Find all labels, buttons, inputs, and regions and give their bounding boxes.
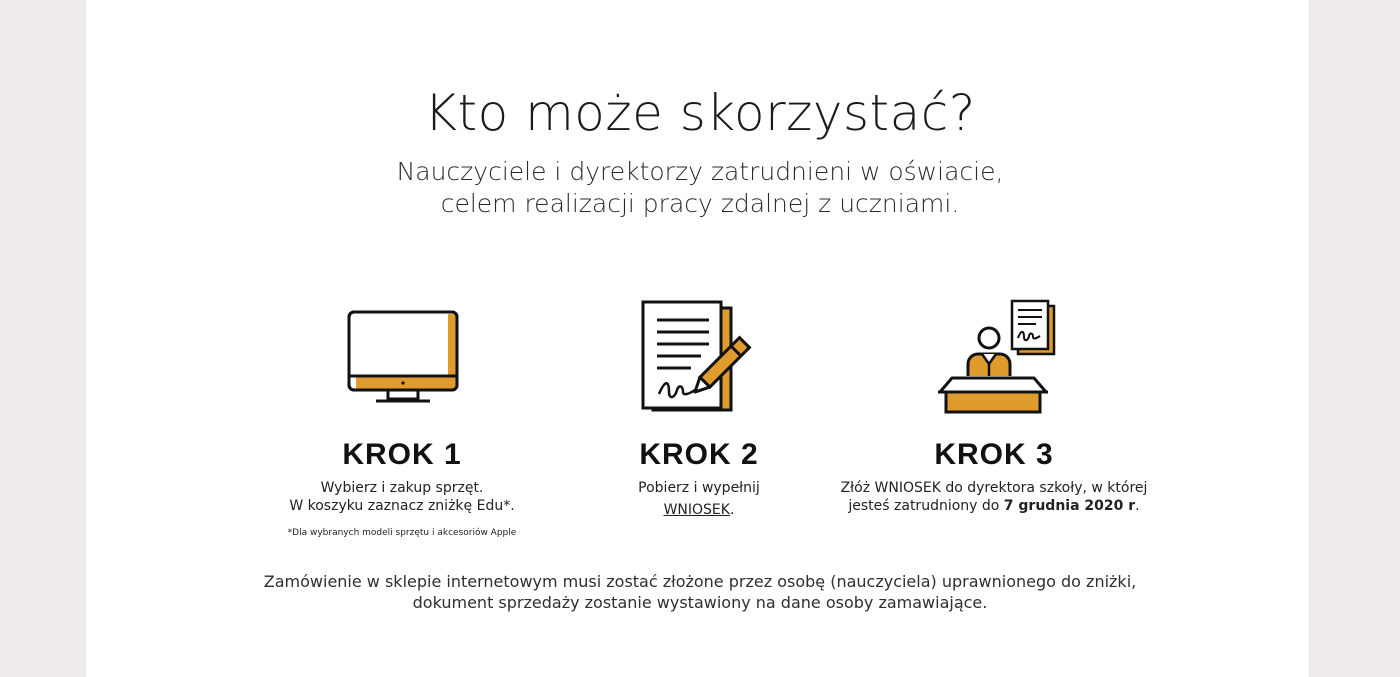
step-3 [824, 0, 1164, 560]
page-title: Kto może skorzystać? [424, 84, 976, 142]
step-2-line-1: Pobierz i wypełnij [638, 480, 760, 496]
step-1 [232, 0, 572, 560]
step-2-title: KROK 2 [639, 438, 759, 471]
order-note [0, 571, 1400, 613]
step-2-link-suffix: . [729, 502, 735, 518]
step-2-description [529, 479, 869, 519]
step-3-line-2 [824, 497, 1164, 515]
person-at-desk-icon [934, 298, 1058, 416]
monitor-icon [346, 308, 460, 406]
order-note-line-2: dokument sprzedaży zostanie wystawiony na dane osoby zamawiające. [412, 593, 988, 612]
step-3-deadline: 7 grudnia 2020 r [1003, 498, 1136, 514]
step-3-line-2-suffix: . [1135, 498, 1140, 514]
subtitle-line-1: Nauczyciele i dyrektorzy zatrudnieni w oświacie, [396, 157, 1004, 186]
step-3-title: KROK 3 [934, 438, 1054, 471]
step-3-line-2-prefix: jesteś zatrudniony do [848, 498, 1004, 514]
order-note-line-1: Zamówienie w sklepie internetowym musi zostać złożone przez osobę (nauczyciela) uprawnionego do zniżki, [263, 572, 1137, 591]
step-3-line-1: Złóż WNIOSEK do dyrektora szkoły, w której [840, 480, 1148, 496]
step-3-description [824, 479, 1164, 515]
step-2-line-2 [529, 501, 869, 519]
step-1-description [232, 479, 572, 515]
step-1-title: KROK 1 [342, 438, 462, 471]
document-pen-icon [639, 298, 759, 416]
subtitle-line-2: celem realizacji pracy zdalnej z uczniami. [440, 189, 960, 218]
step-2 [529, 0, 869, 560]
step-1-footnote: *Dla wybranych modeli sprzętu i akcesoriów Apple [287, 528, 517, 538]
step-1-line-1: Wybierz i zakup sprzęt. [320, 480, 484, 496]
wniosek-link[interactable]: WNIOSEK [663, 502, 730, 518]
step-1-line-2: W koszyku zaznacz zniżkę Edu*. [289, 498, 515, 514]
